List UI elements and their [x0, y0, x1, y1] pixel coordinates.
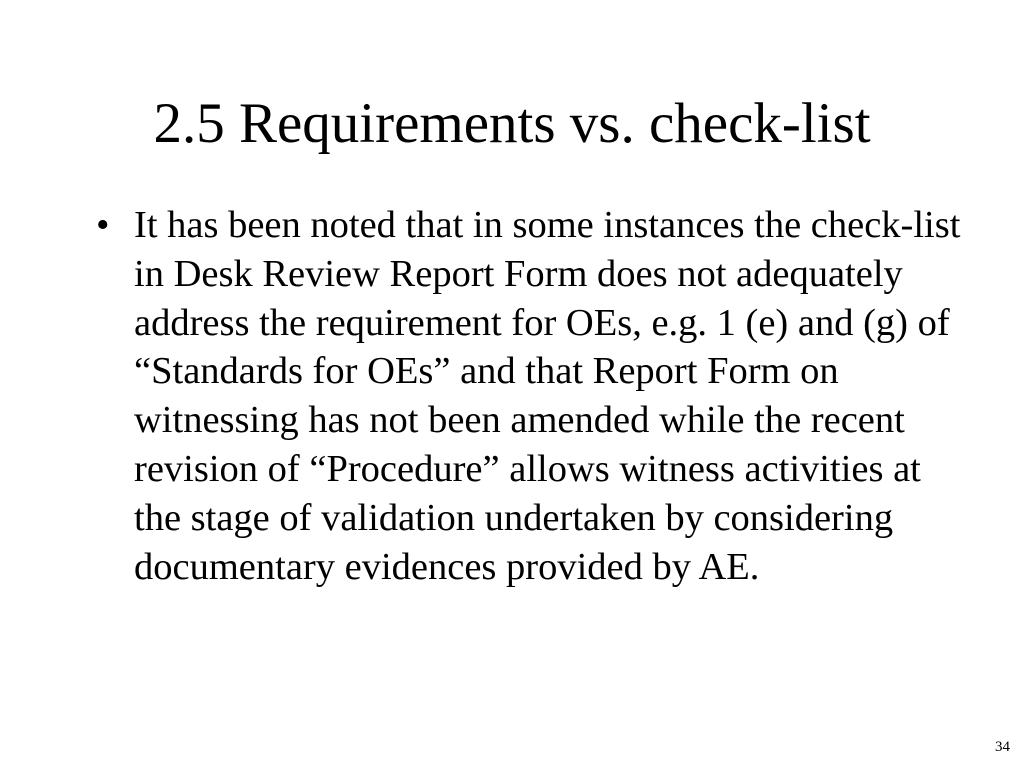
- bullet-list: [96, 201, 966, 591]
- slide-title: 2.5 Requirements vs. check-list: [153, 92, 871, 155]
- page-number: 34: [995, 739, 1010, 755]
- bullet-icon: •: [96, 204, 110, 246]
- bullet-item: [96, 201, 966, 591]
- bullet-text: It has been noted that in some instances the check-list in Desk Review Report Form does not adequately address the requirement for OEs, e.g. 1 (e) and (g) of “Standards for OEs” and that Report Form on witnessing has not been amended while the recent revision of “Procedure” allows witness activities at the stage of validation undertaken by considering documentary evidences provided by AE.: [134, 204, 961, 588]
